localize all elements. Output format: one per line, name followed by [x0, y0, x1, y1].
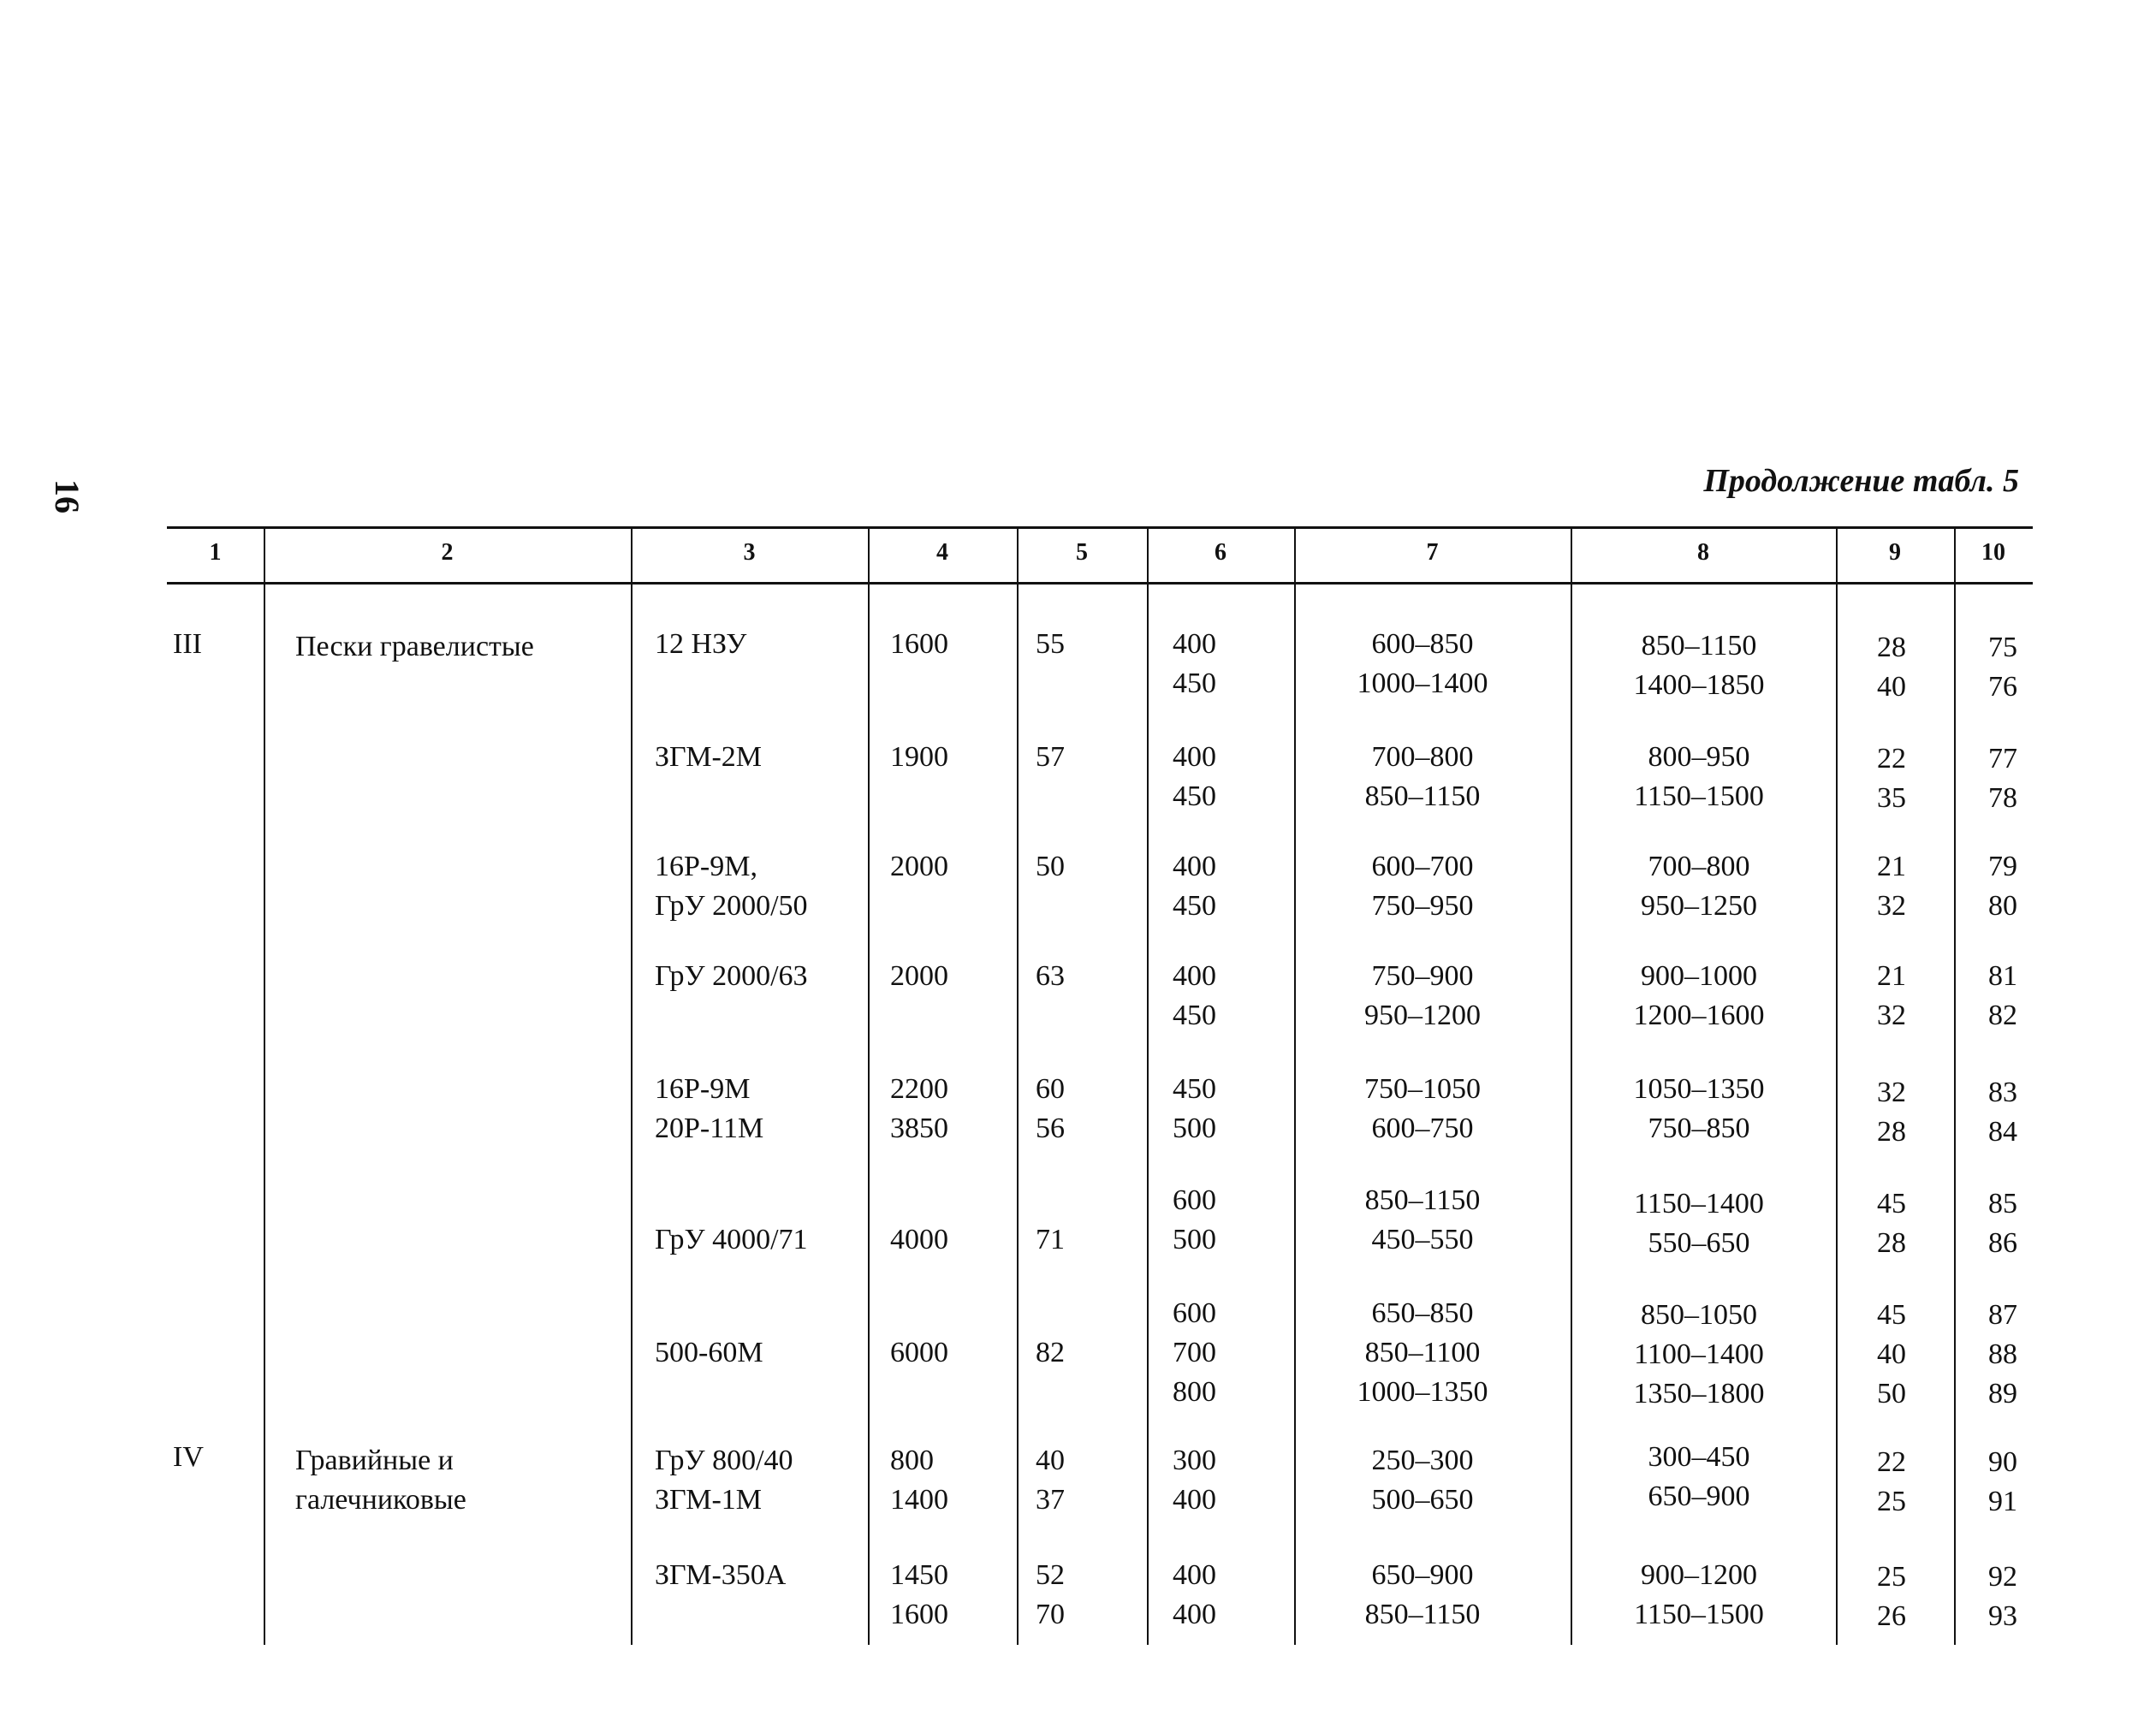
table-cell: 21 32: [1877, 960, 1906, 1031]
table-cell: 40 37: [1036, 1445, 1065, 1516]
table-cell: 2000: [890, 960, 948, 992]
table-cell: 28 40: [1877, 632, 1906, 703]
table-cell: 400 450: [1173, 960, 1216, 1031]
table-cell: 81 82: [1988, 960, 2017, 1031]
table-cell: 400 400: [1173, 1559, 1216, 1630]
table-cell: 900–1000 1200–1600: [1633, 960, 1765, 1031]
column-header: 10: [1981, 539, 2005, 566]
column-header: 4: [936, 539, 948, 566]
table-cell: 2000: [890, 851, 948, 882]
table-cell: 1450 1600: [890, 1559, 948, 1630]
table-cell: 850–1150 450–550: [1364, 1184, 1481, 1255]
table-cell: 22 25: [1877, 1446, 1906, 1517]
table-continuation-caption: Продолжение табл. 5: [1703, 463, 2019, 499]
table-cell: 750–900 950–1200: [1364, 960, 1481, 1031]
table-cell: 45 40 50: [1877, 1299, 1906, 1409]
table-cell: 750–1050 600–750: [1364, 1073, 1481, 1144]
table-cell: 90 91: [1988, 1446, 2017, 1517]
table-cell: III: [173, 628, 202, 660]
column-header: 3: [743, 539, 756, 566]
table-cell: 1050–1350 750–850: [1633, 1073, 1765, 1144]
table-cell: 600 700 800: [1173, 1297, 1216, 1408]
table-cell: 55: [1036, 628, 1065, 660]
table-cell: 400 450: [1173, 741, 1216, 812]
table-cell: 4000: [890, 1224, 948, 1255]
table-cell: 82: [1036, 1337, 1065, 1368]
table-cell: 800–950 1150–1500: [1634, 741, 1764, 812]
table-cell: 25 26: [1877, 1561, 1906, 1632]
column-header: 1: [209, 539, 222, 566]
table-cell: 16Р-9М, ГрУ 2000/50: [655, 851, 808, 922]
column-header: 8: [1697, 539, 1709, 566]
table-cell: 850–1050 1100–1400 1350–1800: [1633, 1299, 1765, 1409]
table-cell: 21 32: [1877, 851, 1906, 922]
table-cell: 45 28: [1877, 1188, 1906, 1259]
page-number: 16: [48, 479, 86, 513]
table-cell: 700–800 950–1250: [1641, 851, 1757, 922]
table-cell: 600–700 750–950: [1371, 851, 1474, 922]
table-cell: 92 93: [1988, 1561, 2017, 1632]
table-cell: 57: [1036, 741, 1065, 773]
table-cell: 650–850 850–1100 1000–1350: [1357, 1297, 1488, 1408]
table-cell: 60 56: [1036, 1073, 1065, 1144]
table-cell: 50: [1036, 851, 1065, 882]
table-cell: 83 84: [1988, 1077, 2017, 1148]
table-cell: 6000: [890, 1337, 948, 1368]
table-cell: ЗГМ-350А: [655, 1559, 787, 1591]
table-cell: ГрУ 2000/63: [655, 960, 808, 992]
table-cell: 63: [1036, 960, 1065, 992]
table-cell: 800 1400: [890, 1445, 948, 1516]
table-cell: 450 500: [1173, 1073, 1216, 1144]
table-cell: 77 78: [1988, 743, 2017, 814]
column-divider: [1147, 528, 1149, 1645]
table-cell: 500-60М: [655, 1337, 763, 1368]
table-cell: 600–850 1000–1400: [1357, 628, 1488, 699]
table-cell: 900–1200 1150–1500: [1634, 1559, 1764, 1630]
column-header: 5: [1076, 539, 1088, 566]
table-cell: IV: [173, 1441, 204, 1473]
table-cell: 87 88 89: [1988, 1299, 2017, 1409]
table-cell: 16Р-9М 20Р-11М: [655, 1073, 764, 1144]
table-cell: 1150–1400 550–650: [1634, 1188, 1764, 1259]
table-cell: 32 28: [1877, 1077, 1906, 1148]
table-cell: 52 70: [1036, 1559, 1065, 1630]
table-cell: 650–900 850–1150: [1364, 1559, 1481, 1630]
table-cell: 12 НЗУ: [655, 628, 747, 660]
table-top-rule: [167, 526, 2033, 529]
column-header: 9: [1889, 539, 1901, 566]
column-header: 7: [1426, 539, 1439, 566]
table-cell: ГрУ 4000/71: [655, 1224, 808, 1255]
column-divider: [264, 528, 265, 1645]
table-cell: 400 450: [1173, 851, 1216, 922]
column-divider: [1836, 528, 1838, 1645]
column-header: 2: [441, 539, 454, 566]
table-cell: Гравийные и галечниковые: [295, 1445, 466, 1516]
table-cell: 2200 3850: [890, 1073, 948, 1144]
table-cell: Пески гравелистые: [295, 631, 534, 662]
column-divider: [631, 528, 633, 1645]
table-cell: ЗГМ-2М: [655, 741, 763, 773]
table-cell: 850–1150 1400–1850: [1633, 630, 1765, 701]
table-cell: 1900: [890, 741, 948, 773]
column-divider: [1017, 528, 1019, 1645]
table-cell: 300 400: [1173, 1445, 1216, 1516]
header-bottom-rule: [167, 582, 2033, 585]
column-header: 6: [1215, 539, 1226, 566]
table-cell: 300–450 650–900: [1648, 1441, 1750, 1512]
table-cell: 400 450: [1173, 628, 1216, 699]
table-cell: 600 500: [1173, 1184, 1216, 1255]
table-cell: 250–300 500–650: [1371, 1445, 1474, 1516]
table-cell: 22 35: [1877, 743, 1906, 814]
table-cell: 85 86: [1988, 1188, 2017, 1259]
table-cell: 71: [1036, 1224, 1065, 1255]
table-cell: 1600: [890, 628, 948, 660]
table-cell: ГрУ 800/40 ЗГМ-1М: [655, 1445, 793, 1516]
column-divider: [1954, 528, 1956, 1645]
table-cell: 700–800 850–1150: [1364, 741, 1481, 812]
table-cell: 75 76: [1988, 632, 2017, 703]
table-cell: 79 80: [1988, 851, 2017, 922]
